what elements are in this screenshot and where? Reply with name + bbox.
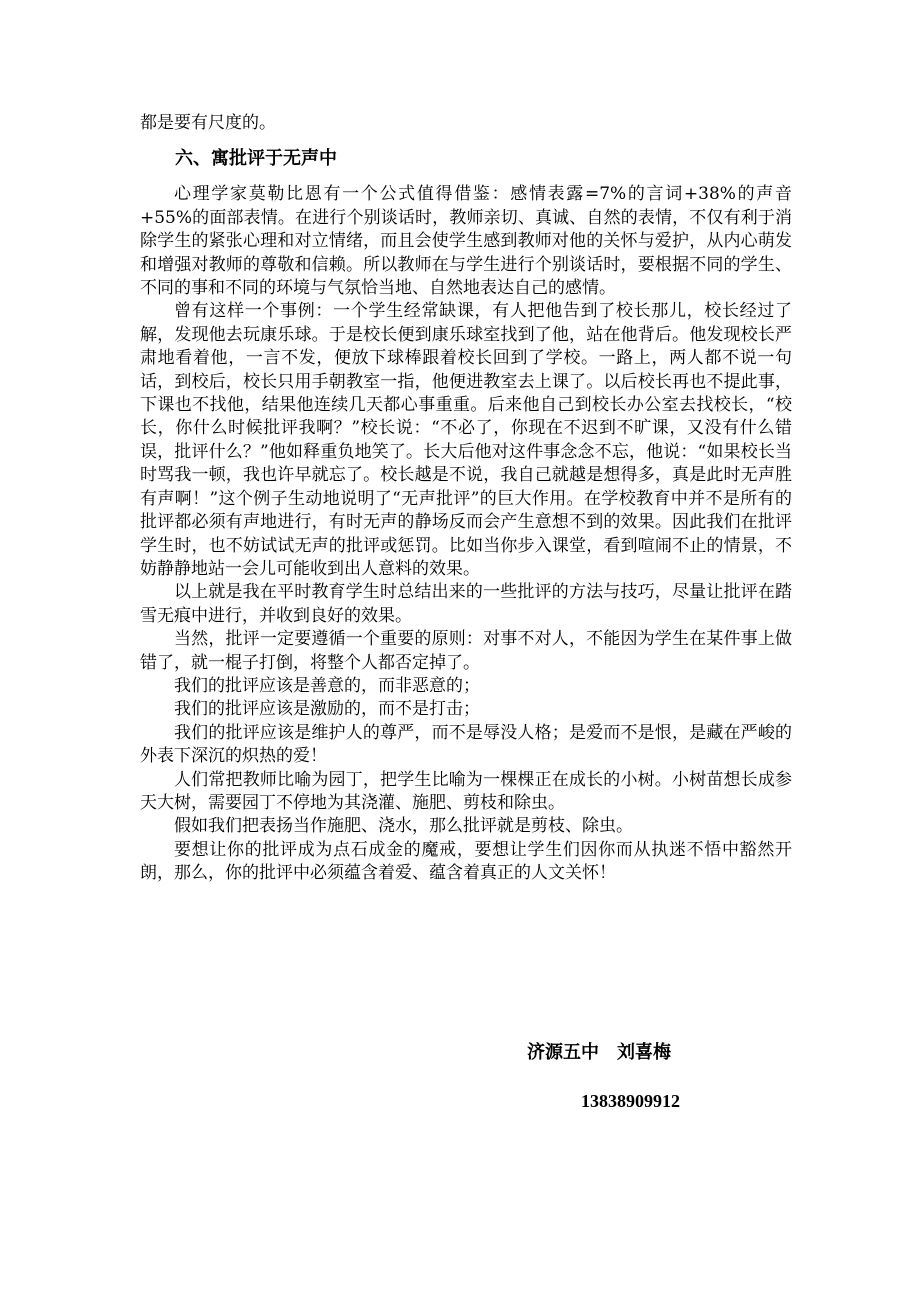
carryover-line: 都是要有尺度的。 — [140, 113, 276, 133]
section-heading: 六、寓批评于无声中 — [175, 148, 337, 170]
paragraph-formula: 心理学家莫勒比恩有一个公式值得借鉴：感情表露=7%的言词+38%的声音+55%的面部表情。在进行个别谈话时，教师亲切、真诚、自然的表情，不仅有利于消除学生的紧张心理和对立情绪，而且会使学生感到教师对他的关怀与爱护，从内心萌发和增强对教师的尊敬和信赖。所以教师在与学生进行个别谈话时，要根据不同的学生、不同的事和不同的环境与气氛恰当地、自然地表达自己的感情。 — [140, 184, 792, 299]
paragraph-encouragement: 我们的批评应该是激励的，而不是打击； — [174, 699, 480, 720]
paragraph-pruning: 假如我们把表扬当作施肥、浇水，那么批评就是剪枝、除虫。 — [174, 816, 633, 837]
paragraph-summary: 以上就是我在平时教育学生时总结出来的一些批评的方法与技巧，尽量让批评在踏雪无痕中进行，并收到良好的效果。 — [140, 582, 792, 626]
paragraph-example: 曾有这样一个事例：一个学生经常缺课，有人把他告到了校长那儿，校长经过了解，发现他去玩康乐球。于是校长便到康乐球室找到了他，站在他背后。他发现校长严肃地看着他，一言不发，便放下球棒跟着校长回到了学校。一路上，两人都不说一句话，到校后，校长只用手朝教室一指，他便进教室去上课了。以后校长再也不提此事，下课也不找他，结果他连续几天都心事重重。后来他自己到校长办公室去找校长，“校长，你什么时候批评我啊？”校长说：“不必了，你现在不迟到不旷课，又没有什么错误，批评什么？”他如释重负地笑了。长大后他对这件事念念不忘，他说：“如果校长当时骂我一顿，我也许早就忘了。校长越是不说，我自己就越是想得多，真是此时无声胜有声啊！”这个例子生动地说明了“无声批评”的巨大作用。在学校教育中并不是所有的批评都必须有声地进行，有时无声的静场反而会产生意想不到的效果。因此我们在批评学生时，也不妨试试无声的批评或惩罚。比如当你步入课堂，看到喧闹不止的情景，不妨静静地站一会儿可能收到出人意料的效果。 — [140, 301, 792, 579]
author-phone: 13838909912 — [581, 1091, 680, 1111]
paragraph-conclusion: 要想让你的批评成为点石成金的魔戒，要想让学生们因你而从执迷不悟中豁然开朗，那么，你的批评中必须蕴含着爱、蕴含着真正的人文关怀！ — [140, 839, 792, 884]
author-signature: 济源五中 刘喜梅 — [527, 1042, 671, 1063]
paragraph-kindness: 我们的批评应该是善意的，而非恶意的； — [174, 675, 480, 696]
paragraph-gardener: 人们常把教师比喻为园丁，把学生比喻为一棵棵正在成长的小树。小树苗想长成参天大树，需要园丁不停地为其浇灌、施肥、剪枝和除虫。 — [140, 769, 792, 813]
paragraph-dignity: 我们的批评应该是维护人的尊严，而不是辱没人格；是爱而不是恨，是藏在严峻的外表下深沉的炽热的爱！ — [140, 722, 792, 767]
paragraph-principle: 当然，批评一定要遵循一个重要的原则：对事不对人，不能因为学生在某件事上做错了，就一棍子打倒，将整个人都否定掉了。 — [140, 629, 792, 673]
body-text — [140, 112, 792, 886]
